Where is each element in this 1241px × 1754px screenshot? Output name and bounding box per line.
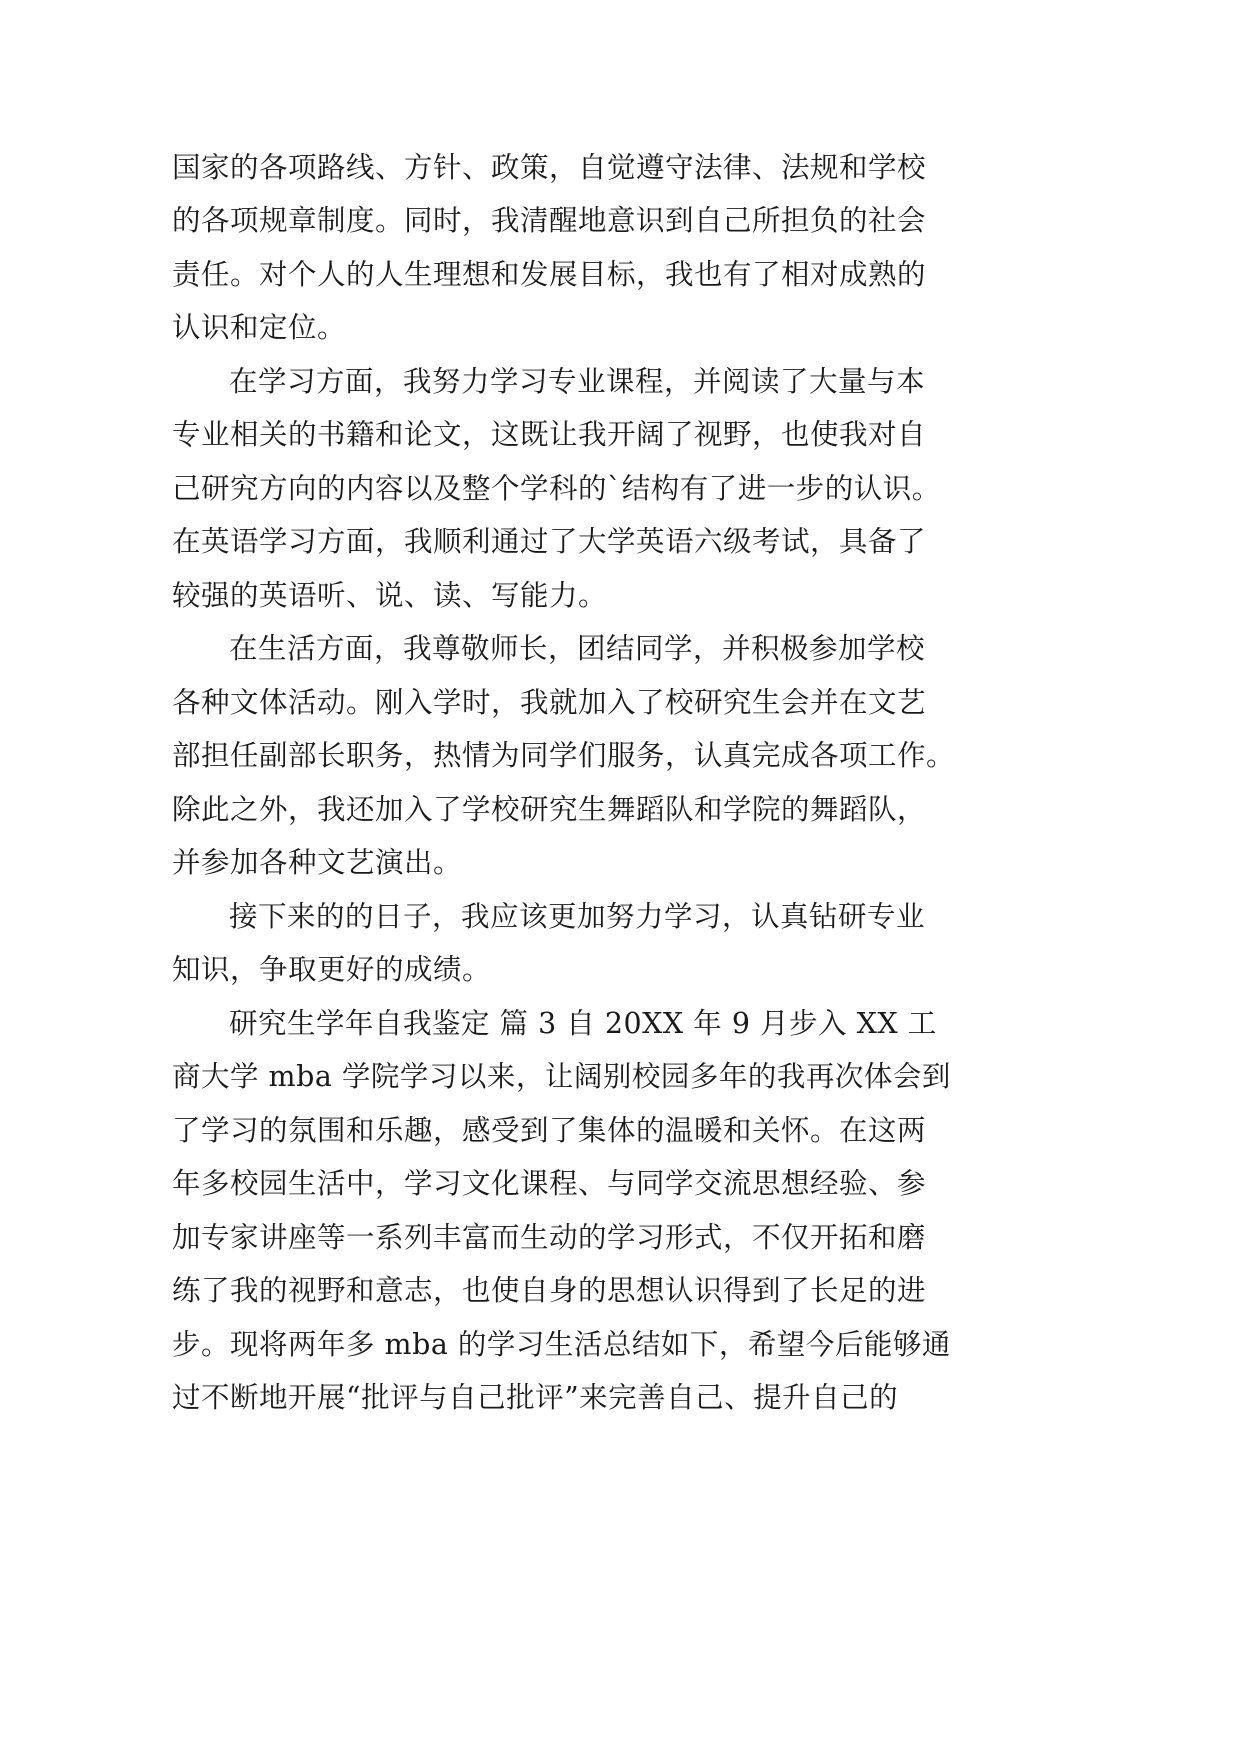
text-line: 了学习的氛围和乐趣，感受到了集体的温暖和关怀。在这两 — [172, 1114, 927, 1147]
text-line: 在英语学习方面，我顺利通过了大学英语六级考试，具备了 — [172, 525, 927, 558]
paragraph-first-line: 接下来的的日子，我应该更加努力学习，认真钻研专业 — [229, 900, 926, 933]
text-line: 部担任副部长职务，热情为同学们服务，认真完成各项工作。 — [172, 739, 956, 772]
text-line: 责任。对个人的人生理想和发展目标，我也有了相对成熟的 — [172, 258, 927, 291]
text-line: 并参加各种文艺演出。 — [172, 846, 463, 879]
text-line: 国家的各项路线、方针、政策，自觉遵守法律、法规和学校 — [172, 151, 927, 184]
paragraph-first-line: 在学习方面，我努力学习专业课程，并阅读了大量与本 — [229, 365, 926, 398]
text-line: 年多校园生活中，学习文化课程、与同学交流思想经验、参 — [172, 1167, 927, 1200]
text-line: 认识和定位。 — [172, 311, 347, 344]
text-line: 的各项规章制度。同时，我清醒地意识到自己所担负的社会 — [172, 204, 927, 237]
text-line: 较强的英语听、说、读、写能力。 — [172, 579, 608, 612]
paragraph-first-line: 在生活方面，我尊敬师长，团结同学，并积极参加学校 — [229, 632, 926, 665]
text-line: 知识，争取更好的成绩。 — [172, 953, 492, 986]
text-line: 商大学 mba 学院学习以来，让阔别校园多年的我再次体会到 — [172, 1060, 951, 1093]
text-line: 各种文体活动。刚入学时，我就加入了校研究生会并在文艺 — [172, 686, 927, 719]
text-line: 练了我的视野和意志，也使自身的思想认识得到了长足的进 — [172, 1274, 927, 1307]
text-line: 专业相关的书籍和论文，这既让我开阔了视野，也使我对自 — [172, 418, 927, 451]
text-line: 步。现将两年多 mba 的学习生活总结如下，希望今后能够通 — [172, 1328, 951, 1361]
text-line: 己研究方向的内容以及整个学科的`结构有了进一步的认识。 — [172, 472, 941, 505]
text-line: 除此之外，我还加入了学校研究生舞蹈队和学院的舞蹈队， — [172, 793, 927, 826]
section-heading-line: 研究生学年自我鉴定 篇 3 自 20XX 年 9 月步入 XX 工 — [229, 1007, 937, 1040]
text-line: 过不断地开展“批评与自己批评”来完善自己、提升自己的 — [172, 1381, 899, 1414]
text-line: 加专家讲座等一系列丰富而生动的学习形式，不仅开拓和磨 — [172, 1221, 927, 1254]
